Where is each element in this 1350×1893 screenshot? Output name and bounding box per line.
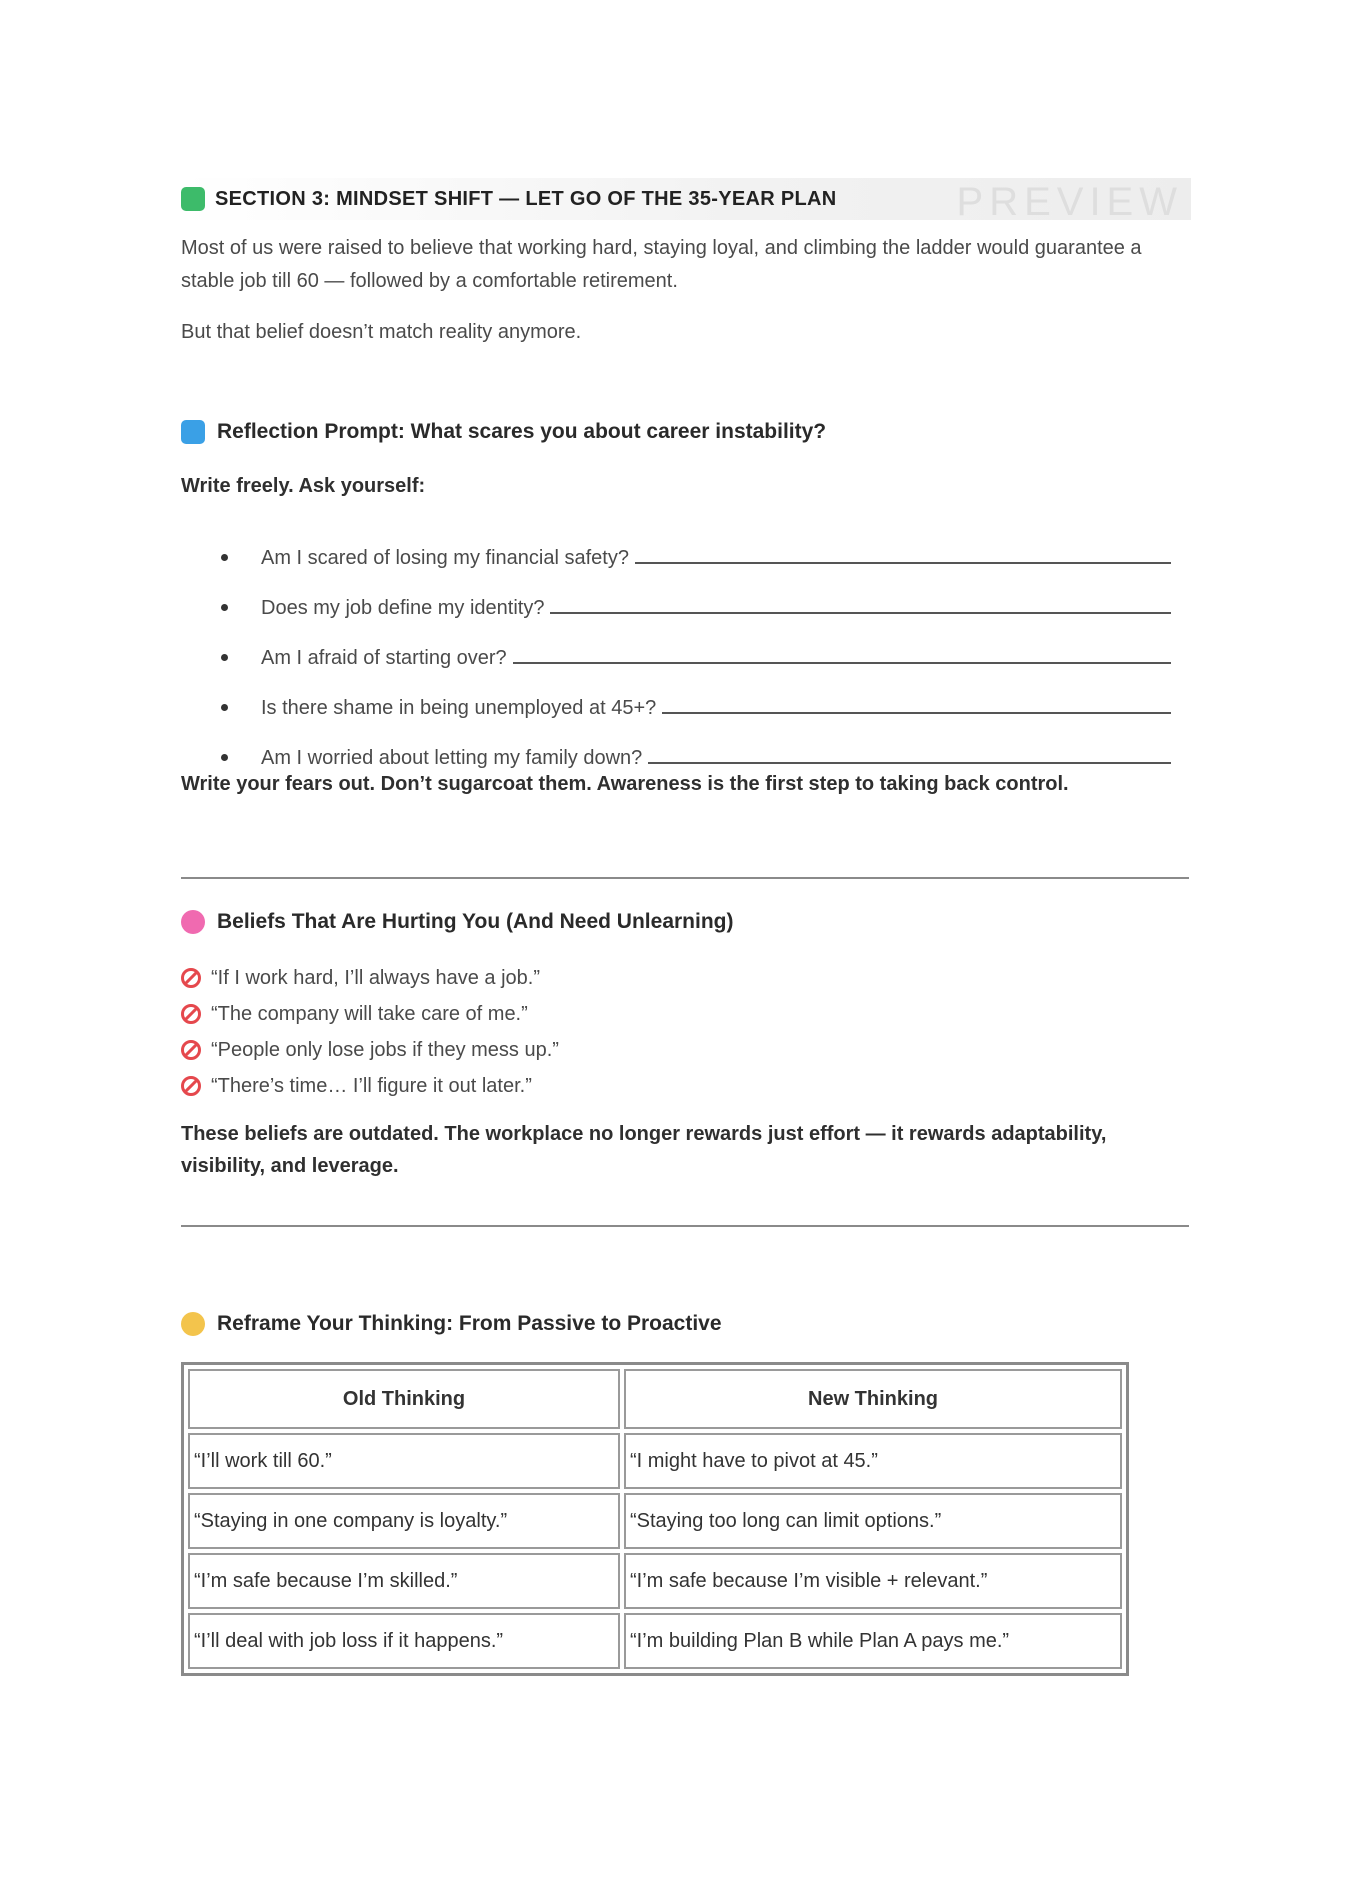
belief-text: “If I work hard, I’ll always have a job.”	[211, 966, 541, 989]
section-intro: Most of us were raised to believe that working hard, staying loyal, and climbing the ladder would guarantee a stable job till 60 — followed by a comfortable retirement.	[181, 237, 1142, 292]
section-header	[181, 178, 1191, 224]
preview-watermark: PREVIEW	[956, 180, 1183, 224]
brain-icon	[181, 910, 205, 934]
list-item	[181, 1032, 559, 1068]
answer-blank[interactable]	[513, 661, 1171, 664]
reflection-instruction: Write freely. Ask yourself:	[181, 475, 426, 497]
divider	[181, 877, 1189, 879]
bullet	[221, 754, 228, 761]
list-item	[181, 1068, 559, 1104]
bullet	[221, 654, 228, 661]
chart-increasing-icon	[181, 187, 205, 211]
section-intro-2: But that belief doesn’t match reality anymore.	[181, 321, 582, 343]
prompt-text: Does my job define my identity?	[261, 597, 545, 619]
beliefs-heading-text: Beliefs That Are Hurting You (And Need Unlearning)	[217, 910, 734, 933]
column-header-old: Old Thinking	[188, 1369, 620, 1429]
bullet	[221, 704, 228, 711]
reframe-heading-text: Reframe Your Thinking: From Passive to Proactive	[217, 1312, 722, 1335]
list-item	[181, 960, 559, 996]
list-item	[221, 720, 1171, 770]
reflection-heading-text: Reflection Prompt: What scares you about career instability?	[217, 420, 827, 443]
no-entry-icon	[181, 1004, 201, 1024]
column-header-new: New Thinking	[624, 1369, 1122, 1429]
sparkles-icon	[181, 1312, 205, 1336]
bullet	[221, 554, 228, 561]
table-row	[188, 1493, 1122, 1549]
reflection-prompt-list	[221, 520, 1171, 770]
repeat-icon	[181, 420, 205, 444]
reframe-table	[181, 1362, 1129, 1676]
list-item	[221, 570, 1171, 620]
reflection-closing: Write your fears out. Don’t sugarcoat them. Awareness is the first step to taking back control.	[181, 773, 1069, 795]
section-title: SECTION 3: MINDSET SHIFT — LET GO OF THE 35-YEAR PLAN	[215, 187, 837, 210]
answer-blank[interactable]	[648, 761, 1171, 764]
list-item	[221, 670, 1171, 720]
belief-text: “There’s time… I’ll figure it out later.”	[211, 1074, 532, 1097]
answer-blank[interactable]	[635, 561, 1171, 564]
old-thinking-cell: “Staying in one company is loyalty.”	[188, 1493, 620, 1549]
old-thinking-cell: “I’ll work till 60.”	[188, 1433, 620, 1489]
new-thinking-cell: “I might have to pivot at 45.”	[624, 1433, 1122, 1489]
new-thinking-cell: “I’m safe because I’m visible + relevant.”	[624, 1553, 1122, 1609]
no-entry-icon	[181, 1040, 201, 1060]
answer-blank[interactable]	[550, 611, 1171, 614]
new-thinking-cell: “I’m building Plan B while Plan A pays me.”	[624, 1613, 1122, 1669]
old-thinking-cell: “I’m safe because I’m skilled.”	[188, 1553, 620, 1609]
beliefs-heading	[181, 910, 733, 934]
table-row	[188, 1613, 1122, 1669]
belief-text: “The company will take care of me.”	[211, 1002, 528, 1025]
table-row	[188, 1553, 1122, 1609]
reflection-heading	[181, 420, 826, 444]
list-item	[221, 620, 1171, 670]
new-thinking-cell: “Staying too long can limit options.”	[624, 1493, 1122, 1549]
table-header-row	[188, 1369, 1122, 1429]
prompt-text: Am I afraid of starting over?	[261, 647, 507, 669]
no-entry-icon	[181, 1076, 201, 1096]
prompt-text: Is there shame in being unemployed at 45+?	[261, 697, 657, 719]
prompt-text: Am I worried about letting my family down?	[261, 747, 643, 769]
list-item	[181, 996, 559, 1032]
belief-text: “People only lose jobs if they mess up.”	[211, 1038, 559, 1061]
beliefs-closing: These beliefs are outdated. The workplace no longer rewards just effort — it rewards adaptability, visibility, and leverage.	[181, 1123, 1107, 1177]
list-item	[221, 520, 1171, 570]
prompt-text: Am I scared of losing my financial safety?	[261, 547, 629, 569]
no-entry-icon	[181, 968, 201, 988]
bullet	[221, 604, 228, 611]
reframe-heading	[181, 1312, 722, 1336]
beliefs-list	[181, 960, 559, 1104]
answer-blank[interactable]	[662, 711, 1171, 714]
old-thinking-cell: “I’ll deal with job loss if it happens.”	[188, 1613, 620, 1669]
divider	[181, 1225, 1189, 1227]
table-row	[188, 1433, 1122, 1489]
